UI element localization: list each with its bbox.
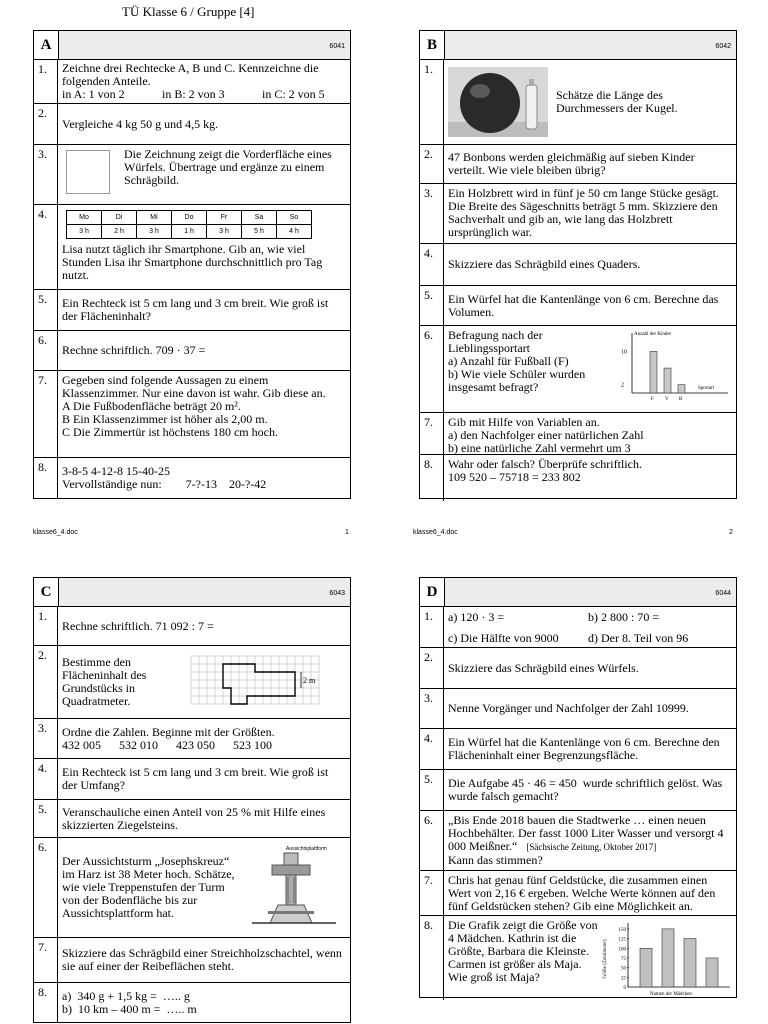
- task-number: 5.: [34, 290, 58, 330]
- task-row: [420, 770, 736, 811]
- y-tick-label: 2: [621, 382, 624, 389]
- task-number: 3.: [34, 719, 58, 758]
- hours-cell: 2 h: [102, 225, 137, 239]
- task-row: [34, 983, 350, 1022]
- task-row: [420, 413, 736, 455]
- fraction-a: in A: 1 von 2: [62, 87, 125, 101]
- task-number: 1.: [34, 60, 58, 103]
- panel-code: 6042: [715, 43, 731, 50]
- task-text: Gegeben sind folgende Aussagen zu einem Klassenzimmer. Nur eine davon ist wahr. Gib diese an.: [62, 373, 326, 400]
- x-tick-label: F: [651, 397, 654, 402]
- task-text: Skizziere das Schrägbild eines Quaders.: [448, 257, 641, 271]
- page-title: TÜ Klasse 6 / Gruppe [4]: [122, 4, 255, 19]
- subtask-a: a) Anzahl für Fußball (F): [448, 354, 569, 368]
- task-text: Gib mit Hilfe von Variablen an.: [448, 415, 600, 429]
- day-cell: Do: [172, 211, 207, 225]
- y-tick-label: 0: [623, 986, 626, 991]
- sequence-task: Vervollständige nun: 7-?-13 20-?-42: [62, 477, 267, 491]
- panel-header: [420, 31, 736, 60]
- task-row: [34, 646, 350, 719]
- day-cell: So: [277, 211, 312, 225]
- bar: [706, 958, 718, 987]
- task-number: 3.: [420, 184, 444, 243]
- task-text: Skizziere das Schrägbild einer Streichholzschachtel, wenn sie auf einer der Reibeflächen steht.: [62, 946, 342, 973]
- task-text: Rechne schriftlich. 709 · 37 =: [62, 343, 206, 357]
- statement-a: A Die Fußbodenfläche beträgt 20 m².: [62, 399, 241, 413]
- task-row: [420, 455, 736, 501]
- task-row: [34, 331, 350, 371]
- chart-title: Anzahl der Kinder: [634, 332, 672, 337]
- panel-c: [33, 577, 351, 1023]
- y-tick-label: 75: [621, 956, 626, 962]
- y-axis-label: Größe (Zentimeter): [603, 939, 608, 979]
- task-row: [34, 759, 350, 800]
- day-cell: Mo: [67, 211, 102, 225]
- hours-cell: 1 h: [172, 225, 207, 239]
- statement-c: C Die Zimmertür ist höchstens 180 cm hoch.: [62, 425, 278, 439]
- statement-b: B Ein Klassenzimmer ist höher als 2,00 m.: [62, 412, 268, 426]
- plot-outline: [223, 664, 295, 704]
- task-number: 7.: [34, 371, 58, 457]
- panel-a: [33, 30, 351, 499]
- task-text: Veranschauliche einen Anteil von 25 % mit Hilfe eines skizzierten Ziegelsteins.: [62, 804, 326, 832]
- bar: [678, 385, 685, 393]
- task-text: Ein Rechteck ist 5 cm lang und 3 cm breit. Wie groß ist der Umfang?: [62, 765, 329, 792]
- subtask-b: b) 2 800 : 70 =: [588, 610, 660, 624]
- task-row: [420, 244, 736, 286]
- panel-code: 6044: [715, 590, 731, 597]
- bar: [664, 368, 671, 393]
- usage-table: [66, 210, 312, 239]
- task-row: [34, 838, 350, 938]
- panel-letter: D: [420, 578, 445, 606]
- task-row: [420, 689, 736, 729]
- task-number: 5.: [34, 800, 58, 837]
- task-number: 6.: [34, 838, 58, 937]
- task-text: 47 Bonbons werden gleichmäßig auf sieben Kinder verteilt. Wie viele bleiben übrig?: [448, 150, 695, 177]
- task-text: Schätze die Länge des Durchmessers der Kugel.: [556, 88, 678, 115]
- task-text: „Bis Ende 2018 bauen die Stadtwerke … einen neuen Hochbehälter. Der fasst 1000 Liter Wasser und versorgt 4 000 Meißner.“: [448, 813, 724, 853]
- y-tick-label: 10: [621, 349, 627, 356]
- x-axis-label: Sportart: [698, 386, 715, 391]
- task-row: [420, 871, 736, 916]
- subtask-c: c) Die Hälfte von 9000: [448, 631, 559, 645]
- task-row: [34, 938, 350, 983]
- panel-b: [419, 30, 737, 499]
- hours-cell: 4 h: [277, 225, 312, 239]
- task-text: Zeichne drei Rechtecke A, B und C. Kennzeichne die folgenden Anteile.: [62, 61, 319, 88]
- bar: [650, 351, 657, 393]
- task-number: 5.: [420, 770, 444, 810]
- task-number: 2.: [34, 646, 58, 718]
- task-number: 7.: [420, 871, 444, 915]
- task-text: Ein Würfel hat die Kantenlänge von 6 cm. Berechne das Volumen.: [448, 291, 719, 319]
- task-row: [34, 800, 350, 838]
- task-row: [420, 60, 736, 145]
- day-cell: Di: [102, 211, 137, 225]
- day-cell: Fr: [207, 211, 242, 225]
- task-row: [420, 145, 736, 184]
- tower-illustration: [242, 841, 346, 935]
- task-number: 1.: [34, 607, 58, 645]
- task-number: 5.: [420, 286, 444, 325]
- y-tick-label: 100: [618, 947, 626, 953]
- panel-letter: A: [34, 31, 59, 59]
- fraction-b: in B: 2 von 3: [162, 87, 225, 101]
- task-text: Befragung nach der Lieblingssportart: [448, 328, 543, 355]
- task-text: Lisa nutzt täglich ihr Smartphone. Gib an, wie viel Stunden Lisa ihr Smartphone durchschnittlich pro Tag nutzt.: [62, 242, 323, 282]
- task-number: 4.: [420, 244, 444, 285]
- task-number: 6.: [420, 326, 444, 412]
- panel-letter: B: [420, 31, 445, 59]
- task-text: Wahr oder falsch? Überprüfe schriftlich.: [448, 457, 642, 471]
- quote-source: [Sächsische Zeitung, Oktober 2017]: [526, 842, 657, 852]
- y-tick-label: 25: [621, 976, 626, 982]
- day-cell: Sa: [242, 211, 277, 225]
- task-row: [34, 458, 350, 498]
- hours-cell: 3 h: [207, 225, 242, 239]
- subtask-b: b) eine natürliche Zahl vermehrt um 3: [448, 441, 631, 454]
- bar: [640, 948, 652, 987]
- ball-photo: [448, 67, 548, 137]
- task-number: 8.: [420, 916, 444, 1000]
- task-text: Rechne schriftlich. 71 092 : 7 =: [62, 618, 214, 633]
- panel-code: 6043: [329, 590, 345, 597]
- task-text: Ordne die Zahlen. Beginne mit der Größten.: [62, 724, 275, 739]
- task-text: Ein Würfel hat die Kantenlänge von 6 cm. Berechne den Flächeninhalt einer Begrenzungsfläche.: [448, 735, 720, 762]
- task-text: Der Aussichtsturm „Josephskreuz“ im Harz ist 38 Meter hoch. Schätze, wie viele Treppenstufen der Turm von der Bodenfläche bis zur Aussichtsplattform hat.: [62, 854, 235, 920]
- sport-bar-chart: [616, 329, 732, 407]
- subtask-b: b) Wie viele Schüler wurden insgesamt befragt?: [448, 367, 586, 394]
- task-row: [34, 607, 350, 646]
- subtask-a: a) 340 g + 1,5 kg = ….. g: [62, 988, 190, 1003]
- task-number: 2.: [420, 145, 444, 183]
- subtask-d: d) Der 8. Teil von 96: [588, 631, 689, 645]
- panel-d: [419, 577, 737, 998]
- task-number: 3.: [420, 689, 444, 728]
- x-tick-label: B: [679, 397, 683, 402]
- task-number: 1.: [420, 607, 444, 647]
- panel-header: [34, 578, 350, 607]
- cube-front-face: [66, 150, 110, 194]
- footer-filename: klasse6_4.doc: [33, 529, 78, 536]
- task-number: 4.: [34, 205, 58, 289]
- task-row: [420, 607, 736, 648]
- panel-code: 6041: [329, 43, 345, 50]
- task-row: [420, 916, 736, 1000]
- task-text: Bestimme den Flächeninhalt des Grundstücks in Quadratmeter.: [62, 655, 147, 708]
- subtask-b: b) 10 km – 400 m = ….. m: [62, 1001, 197, 1016]
- task-row: [420, 286, 736, 326]
- task-row: [34, 104, 350, 145]
- task-number: 4.: [420, 729, 444, 769]
- task-number: 8.: [34, 458, 58, 498]
- height-bar-chart: [598, 919, 732, 997]
- fraction-c: in C: 2 von 5: [262, 87, 325, 101]
- task-row: [420, 326, 736, 413]
- task-text: Ein Holzbrett wird in fünf je 50 cm lange Stücke gesägt. Die Breite des Sägeschnitts beträgt 5 mm. Skizziere den Sachverhalt und gib an, wie lang das Holzbrett ursprünglich war.: [448, 186, 719, 239]
- task-row: [420, 811, 736, 871]
- bar: [662, 929, 674, 987]
- bar: [684, 939, 696, 987]
- day-cell: Mi: [137, 211, 172, 225]
- task-number: 2.: [420, 648, 444, 688]
- task-row: [34, 290, 350, 331]
- footer-page-number: 2: [729, 529, 733, 536]
- task-row: [34, 371, 350, 458]
- y-tick-label: 150: [618, 927, 626, 933]
- task-text: Die Aufgabe 45 · 46 = 450 wurde schriftlich gelöst. Was wurde falsch gemacht?: [448, 776, 726, 803]
- task-number: 2.: [34, 104, 58, 144]
- dimension-label: 2 m: [303, 676, 316, 685]
- task-number: 8.: [420, 455, 444, 501]
- task-text: Ein Rechteck ist 5 cm lang und 3 cm breit. Wie groß ist der Flächeninhalt?: [62, 296, 329, 323]
- hours-row: [67, 225, 312, 239]
- task-number: 6.: [420, 811, 444, 870]
- sequence-examples: 3-8-5 4-12-8 15-40-25: [62, 464, 170, 478]
- panel-letter: C: [34, 578, 59, 606]
- number-list: 432 005 532 010 423 050 523 100: [62, 737, 272, 752]
- task-row: [420, 648, 736, 689]
- task-row: [34, 719, 350, 759]
- y-tick-label: 125: [618, 937, 626, 943]
- task-row: [420, 729, 736, 770]
- task-number: 7.: [34, 938, 58, 982]
- y-tick-label: 50: [621, 966, 626, 972]
- x-axis-label: Namen der Mädchen: [650, 992, 692, 997]
- panel-header: [420, 578, 736, 607]
- days-row: [67, 211, 312, 225]
- task-number: 6.: [34, 331, 58, 370]
- task-row: [420, 184, 736, 244]
- task-row: [34, 205, 350, 290]
- footer-filename: klasse6_4.doc: [413, 529, 458, 536]
- task-number: 7.: [420, 413, 444, 454]
- task-number: 1.: [420, 60, 444, 144]
- hours-cell: 5 h: [242, 225, 277, 239]
- hours-cell: 3 h: [137, 225, 172, 239]
- task-text: Chris hat genau fünf Geldstücke, die zusammen einen Wert von 2,16 € ergeben. Welche Werte können auf den fünf Geldstücken stehen? Gib eine Möglichkeit an.: [448, 873, 716, 913]
- task-text: Skizziere das Schrägbild eines Würfels.: [448, 660, 639, 675]
- task-text: Vergleiche 4 kg 50 g und 4,5 kg.: [62, 116, 219, 131]
- subtask-a: a) den Nachfolger einer natürlichen Zahl: [448, 428, 644, 442]
- subtask-a: a) 120 · 3 =: [448, 610, 505, 624]
- equation: 109 520 – 75718 = 233 802: [448, 470, 581, 484]
- task-number: 3.: [34, 145, 58, 204]
- x-tick-label: V: [665, 397, 669, 402]
- task-row: [34, 145, 350, 205]
- task-text: Die Grafik zeigt die Größe von 4 Mädchen. Kathrin ist die Größte, Barbara die Kleinste. Carmen ist größer als Maja. Wie groß ist Maja?: [448, 918, 598, 984]
- task-text: Die Zeichnung zeigt die Vorderfläche eines Würfels. Übertrage und ergänze zu einem Schrägbild.: [124, 147, 332, 187]
- question: Kann das stimmen?: [448, 853, 543, 867]
- panel-header: [34, 31, 350, 60]
- footer-page-number: 1: [345, 529, 349, 536]
- platform-label: Aussichtsplattform: [286, 845, 327, 852]
- task-text: Nenne Vorgänger und Nachfolger der Zahl 10999.: [448, 701, 689, 715]
- task-number: 8.: [34, 983, 58, 1022]
- plot-grid-diagram: [187, 653, 327, 711]
- task-row: [34, 60, 350, 104]
- hours-cell: 3 h: [67, 225, 102, 239]
- task-number: 4.: [34, 759, 58, 799]
